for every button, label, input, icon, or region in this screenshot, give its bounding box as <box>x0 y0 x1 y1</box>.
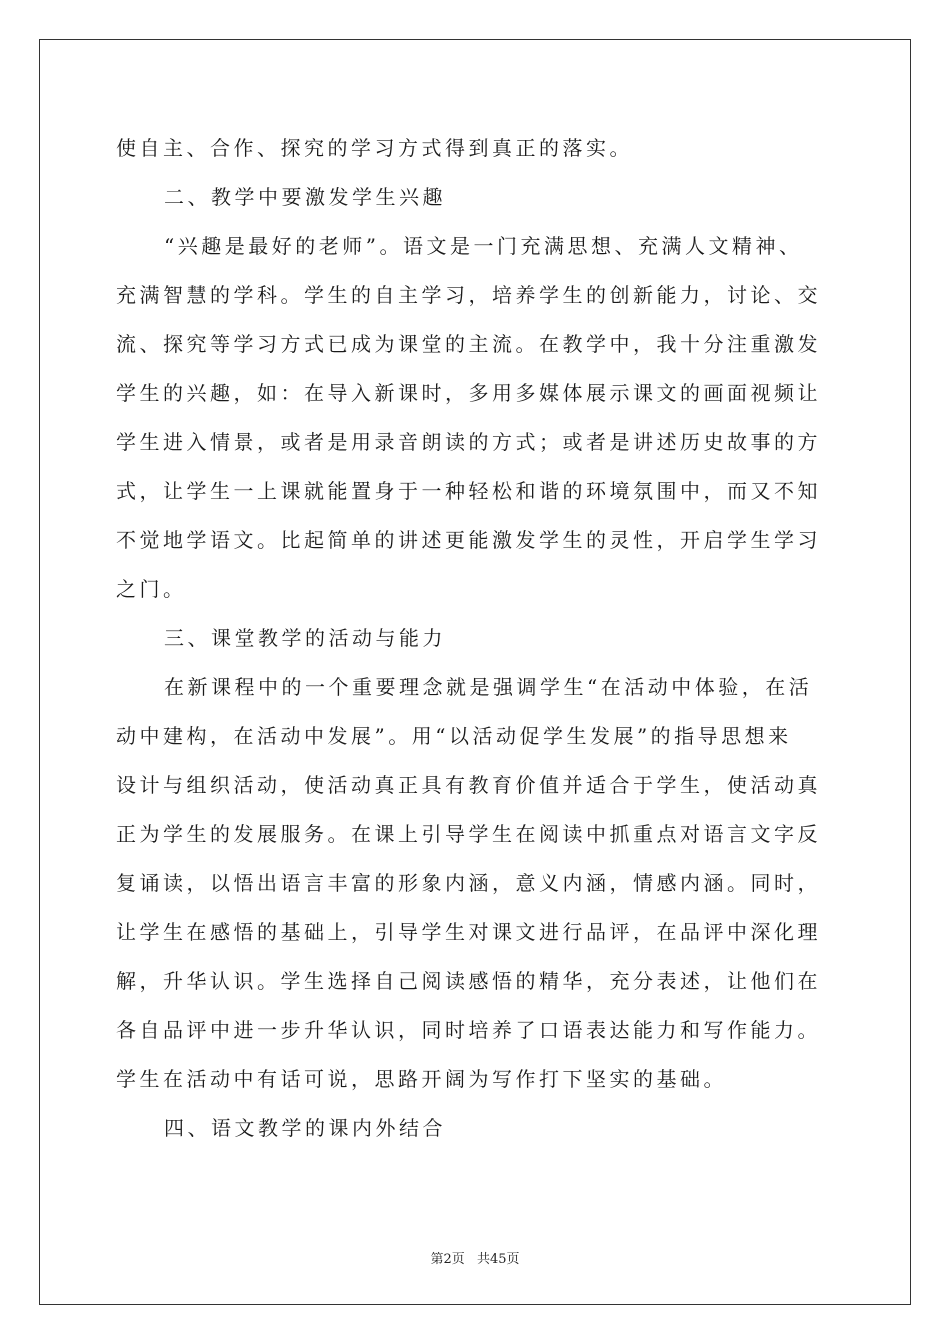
text-line: 学生进入情景，或者是用录音朗读的方式；或者是讲述历史故事的方 <box>116 430 821 454</box>
text-line: 动中建构，在活动中发展”。用“以活动促学生发展”的指导思想来 <box>116 724 792 748</box>
text-line: 让学生在感悟的基础上，引导学生对课文进行品评，在品评中深化理 <box>116 920 821 944</box>
document-body <box>116 124 834 1153</box>
text-line: 学生的兴趣，如：在导入新课时，多用多媒体展示课文的画面视频让 <box>116 381 821 405</box>
text-line: 复诵读，以悟出语言丰富的形象内涵，意义内涵，情感内涵。同时， <box>116 871 821 895</box>
text-line: 正为学生的发展服务。在课上引导学生在阅读中抓重点对语言文字反 <box>116 822 821 846</box>
text-line: 学生在活动中有话可说，思路开阔为写作打下坚实的基础。 <box>116 1067 727 1091</box>
text-line: 式，让学生一上课就能置身于一种轻松和谐的环境氛围中，而又不知 <box>116 479 821 503</box>
section-heading: 二、教学中要激发学生兴趣 <box>164 185 446 209</box>
text-line: 充满智慧的学科。学生的自主学习，培养学生的创新能力，讨论、交 <box>116 283 821 307</box>
text-line: 设计与组织活动，使活动真正具有教育价值并适合于学生，使活动真 <box>116 773 821 797</box>
text-line: 之门。 <box>116 577 187 601</box>
page-number: 第2页 <box>430 1252 465 1267</box>
text-line: “兴趣是最好的老师”。语文是一门充满思想、充满人文精神、 <box>164 234 803 258</box>
section-heading: 三、课堂教学的活动与能力 <box>164 626 446 650</box>
text-line: 解，升华认识。学生选择自己阅读感悟的精华，充分表述，让他们在 <box>116 969 821 993</box>
section-heading: 四、语文教学的课内外结合 <box>164 1116 446 1140</box>
text-line: 各自品评中进一步升华认识，同时培养了口语表达能力和写作能力。 <box>116 1018 821 1042</box>
text-line: 在新课程中的一个重要理念就是强调学生“在活动中体验，在活 <box>164 675 813 699</box>
text-line: 不觉地学语文。比起简单的讲述更能激发学生的灵性，开启学生学习 <box>116 528 821 552</box>
text-line: 流、探究等学习方式已成为课堂的主流。在教学中，我十分注重激发 <box>116 332 821 356</box>
page-footer <box>0 1248 950 1267</box>
text-line: 使自主、合作、探究的学习方式得到真正的落实。 <box>116 136 633 160</box>
page-total: 共45页 <box>476 1252 520 1267</box>
